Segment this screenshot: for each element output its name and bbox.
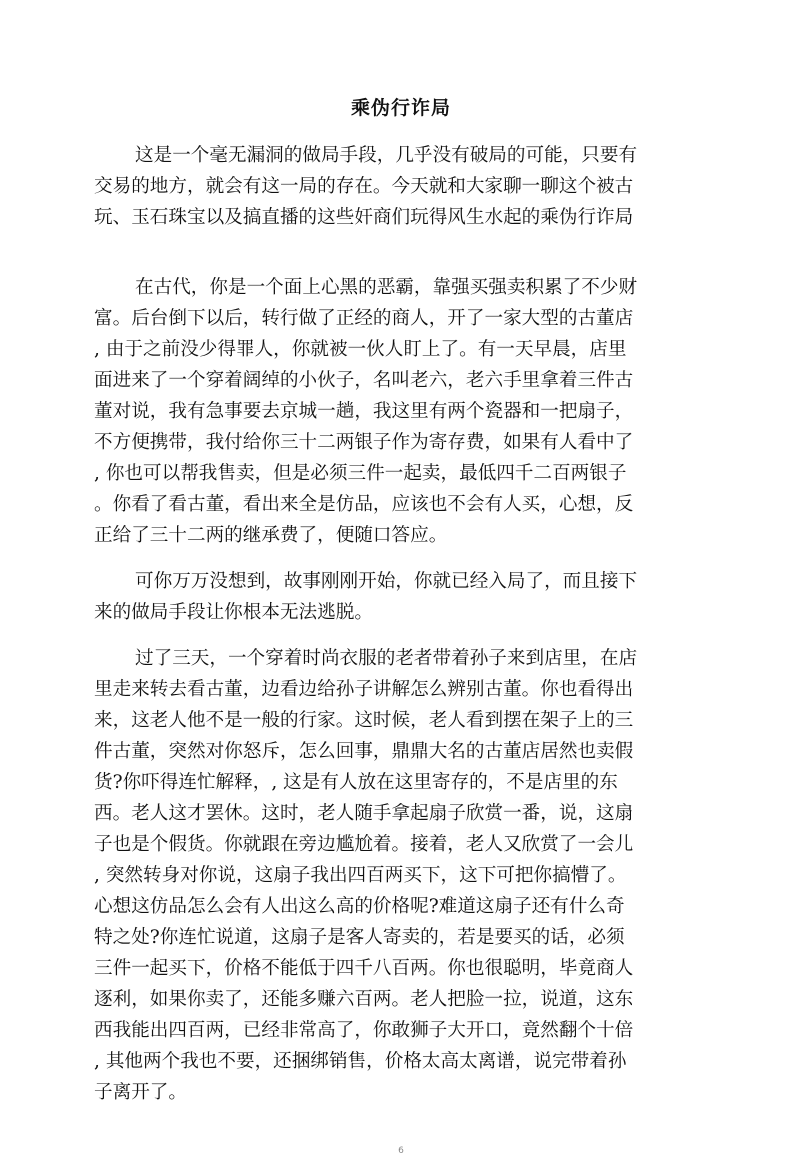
paragraph-old-man: [94, 643, 684, 1108]
text-line: 过了三天，一个穿着时尚衣服的老者带着孙子来到店里，在店: [135, 648, 638, 669]
text-line: 这是一个毫无漏洞的做局手段，几乎没有破局的可能，只要有: [135, 145, 638, 166]
text-line: , 突然转身对你说，这扇子我出四百两买下，这下可把你搞懵了。: [94, 865, 627, 886]
text-line: 件古董，突然对你怒斥，怎么回事，鼎鼎大名的古董店居然也卖假: [94, 741, 634, 762]
text-line: 不方便携带，我付给你三十二两银子作为寄存费，如果有人看中了: [94, 432, 634, 453]
text-line: 西。老人这才罢休。这时，老人随手拿起扇子欣赏一番，说，这扇: [94, 803, 634, 824]
text-line: 三件一起买下，价格不能低于四千八百两。你也很聪明，毕竟商人: [94, 958, 634, 979]
text-line: 董对说，我有急事要去京城一趟，我这里有两个瓷器和一把扇子，: [94, 401, 634, 422]
text-line: 正给了三十二两的继承费了，便随口答应。: [94, 525, 448, 546]
paragraph-trap-begins: [94, 566, 684, 628]
text-line: 子也是个假货。你就跟在旁边尴尬着。接着，老人又欣赏了一会儿: [94, 834, 634, 855]
text-line: 。你看了看古董，看出来全是仿品，应该也不会有人买，心想，反: [94, 494, 634, 515]
paragraph-intro: [94, 140, 684, 233]
text-line: 可你万万没想到，故事刚刚开始，你就已经入局了，而且接下: [135, 571, 638, 592]
text-line: 西我能出四百两，已经非常高了，你敢狮子大开口，竟然翻个十倍: [94, 1020, 634, 1041]
paragraph-spacer: [94, 628, 684, 643]
paragraph-spacer: [94, 233, 684, 272]
text-line: 里走来转去看古董，边看边给孙子讲解怎么辨别古董。你也看得出: [94, 679, 634, 700]
paragraph-ancient-story: [94, 272, 684, 551]
document-title: 乘伪行诈局: [350, 97, 451, 119]
text-line: , 由于之前没少得罪人，你就被一伙人盯上了。有一天早晨，店里: [94, 339, 627, 360]
paragraph-spacer: [94, 551, 684, 566]
document-body: [94, 140, 684, 1108]
text-line: 来，这老人他不是一般的行家。这时候，老人看到摆在架子上的三: [94, 710, 634, 731]
text-line: 心想这仿品怎么会有人出这么高的价格呢?难道这扇子还有什么奇: [94, 896, 625, 917]
text-line: 富。后台倒下以后，转行做了正经的商人，开了一家大型的古董店: [94, 308, 634, 329]
text-line: 来的做局手段让你根本无法逃脱。: [94, 602, 373, 623]
text-line: 逐利，如果你卖了，还能多赚六百两。老人把脸一拉，说道，这东: [94, 989, 634, 1010]
text-line: , 其他两个我也不要，还捆绑销售，价格太高太离谱，说完带着孙: [94, 1051, 627, 1072]
text-line: , 你也可以帮我售卖，但是必须三件一起卖，最低四千二百两银子: [94, 463, 627, 484]
text-line: 特之处?你连忙说道，这扇子是客人寄卖的，若是要买的话，必须: [94, 927, 625, 948]
text-line: 面进来了一个穿着阔绰的小伙子，名叫老六，老六手里拿着三件古: [94, 370, 634, 391]
text-line: 货?你吓得连忙解释，, 这是有人放在这里寄存的，不是店里的东: [94, 772, 618, 793]
text-line: 玩、玉石珠宝以及搞直播的这些奸商们玩得风生水起的乘伪行诈局: [94, 207, 634, 228]
text-line: 交易的地方，就会有这一局的存在。今天就和大家聊一聊这个被古: [94, 176, 634, 197]
text-line: 在古代，你是一个面上心黑的恶霸，靠强买强卖积累了不少财: [135, 277, 638, 298]
page-number: 6: [398, 1146, 404, 1156]
text-line: 子离开了。: [94, 1082, 187, 1103]
